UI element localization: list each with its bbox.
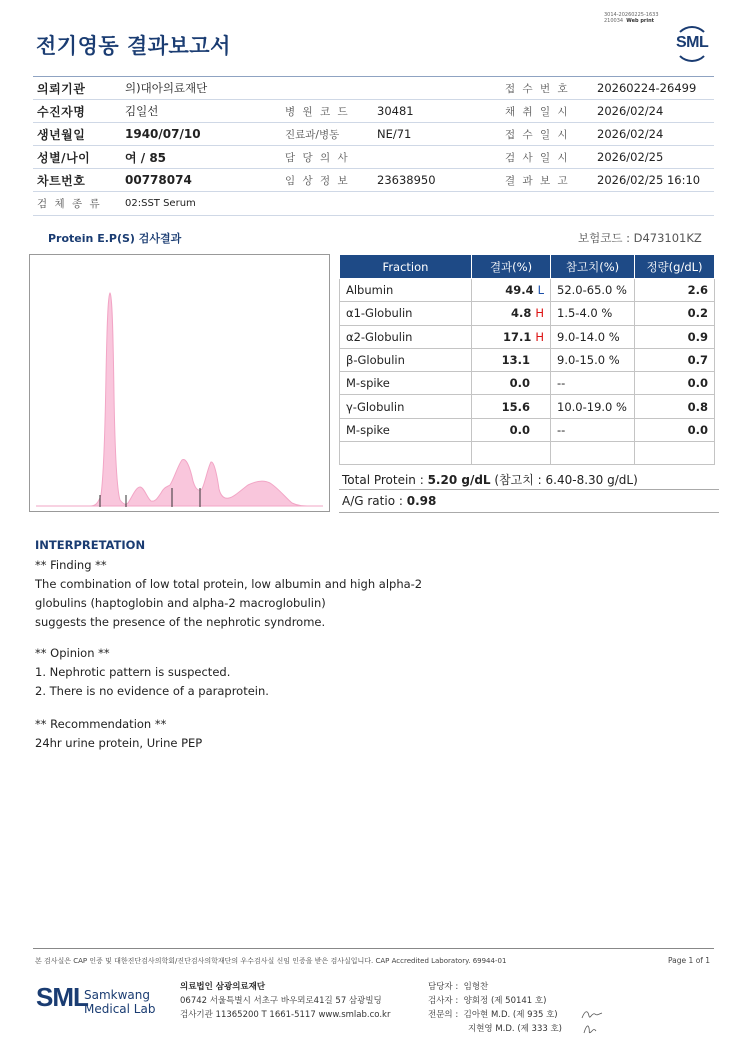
total-protein: Total Protein : 5.20 g/dL (참고치 : 6.40-8.30 g/dL) [339, 466, 719, 490]
table-row: β-Globulin 13.1 9.0-15.0 % 0.7 [340, 348, 715, 371]
results-header-row: Fraction 결과(%) 참고치(%) 정량(g/dL) [340, 255, 715, 279]
ag-ratio: A/G ratio : 0.98 [339, 490, 719, 513]
curve-area [36, 293, 323, 506]
electrophoresis-curve [30, 255, 329, 511]
accreditation-note: 본 검사실은 CAP 인증 및 대한진단검사의학회/진단검사의학재단의 우수검사실 신임 인증을 받은 검사실입니다. CAP Accredited Laboratory. 69944-01 [35, 957, 507, 965]
info-row: 생년월일 1940/07/10 진료과/병동 NE/71 접 수 일 시 2026/02/24 [33, 123, 714, 146]
page-number: Page 1 of 1 [668, 956, 711, 965]
interpretation-line: ** Recommendation ** [35, 717, 167, 731]
interpretation-line: The combination of low total protein, low albumin and high alpha-2 [35, 577, 423, 591]
interpretation-line: 24hr urine protein, Urine PEP [35, 736, 203, 750]
table-row: Albumin 49.4 L 52.0-65.0 % 2.6 [340, 279, 715, 302]
lab-name: Samkwang Medical Lab [84, 988, 156, 1016]
flag-high: H [535, 329, 544, 344]
interpretation-line: ** Finding ** [35, 558, 107, 572]
staff-info: 담당자 : 임형찬 검사자 : 양회정 (제 50141 호) 전문의 : 김아현 M.D. (제 935 호) 지현영 M.D. (제 333 호) [428, 982, 563, 1034]
interpretation-line: ** Opinion ** [35, 646, 110, 660]
web-print-stamp: 3014-20260225-1633 210034 Web print [604, 12, 659, 24]
page-title: 전기영동 결과보고서 [36, 34, 231, 58]
table-row: γ-Globulin 15.6 10.0-19.0 % 0.8 [340, 395, 715, 418]
flag-low: L [537, 283, 544, 298]
table-row: α2-Globulin 17.1 H 9.0-14.0 % 0.9 [340, 325, 715, 348]
insurance-code: 보험코드 : D473101KZ [578, 231, 702, 245]
flag-high: H [535, 306, 544, 321]
section-title: Protein E.P(S) 검사결과 [48, 232, 182, 245]
info-row: 의뢰기관 의)대아의료재단 접 수 번 호 20260224-26499 [33, 77, 714, 100]
table-row: M-spike 0.0 -- 0.0 [340, 418, 715, 441]
sml-logo-text: SML [36, 982, 88, 1012]
info-row: 검 체 종 류 02:SST Serum [33, 192, 714, 216]
footer-logo [36, 982, 156, 1016]
interpretation-line: 1. Nephrotic pattern is suspected. [35, 665, 231, 679]
electrophoresis-graph [29, 254, 330, 512]
info-row: 성별/나이 여 / 85 담 당 의 사 검 사 일 시 2026/02/25 [33, 146, 714, 169]
interpretation-line: 2. There is no evidence of a paraprotein. [35, 684, 269, 698]
results-table [339, 254, 715, 465]
table-row: M-spike 0.0 -- 0.0 [340, 372, 715, 395]
interpretation-heading: INTERPRETATION [35, 538, 146, 552]
signature-1 [580, 1008, 604, 1022]
sml-logo: SML [670, 24, 716, 64]
interpretation-line: suggests the presence of the nephrotic syndrome. [35, 615, 326, 629]
interpretation-line: globulins (haptoglobin and alpha-2 macroglobulin) [35, 596, 326, 610]
patient-info-table [33, 76, 714, 216]
info-row: 차트번호 00778074 임 상 정 보 23638950 결 과 보 고 2026/02/25 16:10 [33, 169, 714, 192]
organization-info: 의료법인 삼광의료재단 06742 서울특별시 서초구 바우뫼로41길 57 삼광빌딩 검사기관 11365200 T 1661-5117 www.smlab.co.kr [180, 982, 391, 1020]
table-row-empty [340, 442, 715, 465]
footer-divider [33, 948, 714, 949]
info-row: 수진자명 김일선 병 원 코 드 30481 채 취 일 시 2026/02/24 [33, 100, 714, 123]
table-row: α1-Globulin 4.8 H 1.5-4.0 % 0.2 [340, 302, 715, 325]
signature-2 [580, 1022, 604, 1036]
